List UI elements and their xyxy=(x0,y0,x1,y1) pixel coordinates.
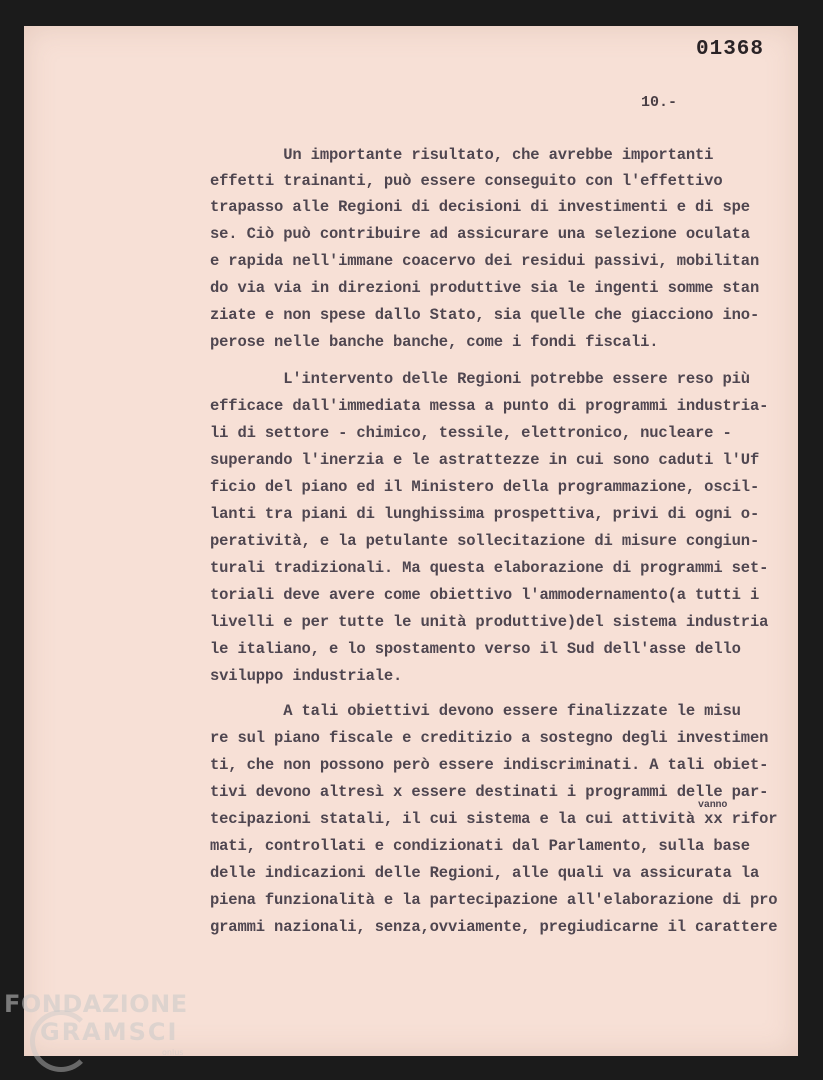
archive-watermark xyxy=(0,990,200,1080)
text-line: Un importante risultato, che avrebbe importanti xyxy=(210,146,714,164)
text-line: grammi nazionali, senza,ovviamente, pregiudicarne il carattere xyxy=(210,918,778,936)
text-line: livelli e per tutte le unità produttive)del sistema industria xyxy=(210,613,769,631)
text-line: effetti trainanti, può essere conseguito con l'effettivo xyxy=(210,172,723,190)
document-page xyxy=(24,26,798,1056)
text-line: delle indicazioni delle Regioni, alle quali va assicurata la xyxy=(210,864,760,882)
text-line: sviluppo industriale. xyxy=(210,667,403,685)
text-line: perose nelle banche banche, come i fondi fiscali. xyxy=(210,333,659,351)
text-line: re sul piano fiscale e creditizio a sostegno degli investimen xyxy=(210,729,769,747)
text-line: peratività, e la petulante sollecitazione di misure congiun- xyxy=(210,532,760,550)
archive-number: 01368 xyxy=(696,38,765,61)
text-line: se. Ciò può contribuire ad assicurare una selezione oculata xyxy=(210,225,750,243)
text-line: tivi devono altresì x essere destinati i programmi delle par- xyxy=(210,783,769,801)
text-line: le italiano, e lo spostamento verso il Sud dell'asse dello xyxy=(210,640,741,658)
text-line: L'intervento delle Regioni potrebbe essere reso più xyxy=(210,370,750,388)
watermark-line1: FONDAZIONE xyxy=(4,990,188,1018)
text-line: tecipazioni statali, il cui sistema e la cui attività xx rifor xyxy=(210,810,778,828)
interlinear-correction: vanno xyxy=(698,800,728,811)
text-line: superando l'inerzia e le astrattezze in cui sono caduti l'Uf xyxy=(210,451,760,469)
text-line: mati, controllati e condizionati dal Parlamento, sulla base xyxy=(210,837,750,855)
text-line: A tali obiettivi devono essere finalizzate le misu xyxy=(210,702,741,720)
text-line: do via via in direzioni produttive sia le ingenti somme stan xyxy=(210,279,760,297)
page-number: 10.- xyxy=(641,94,678,111)
watermark-sub: onlus xyxy=(162,1048,184,1057)
text-line: ziate e non spese dallo Stato, sia quelle che giacciono ino- xyxy=(210,306,760,324)
text-line: li di settore - chimico, tessile, elettronico, nucleare - xyxy=(210,424,732,442)
text-line: turali tradizionali. Ma questa elaborazione di programmi set- xyxy=(210,559,769,577)
text-line: toriali deve avere come obiettivo l'ammodernamento(a tutti i xyxy=(210,586,760,604)
watermark-line2: GRAMSCI xyxy=(40,1018,179,1046)
text-line: lanti tra piani di lunghissima prospettiva, privi di ogni o- xyxy=(210,505,760,523)
text-line: ti, che non possono però essere indiscriminati. A tali obiet- xyxy=(210,756,769,774)
text-line: piena funzionalità e la partecipazione all'elaborazione di pro xyxy=(210,891,778,909)
text-line: ficio del piano ed il Ministero della programmazione, oscil- xyxy=(210,478,760,496)
text-line: e rapida nell'immane coacervo dei residui passivi, mobilitan xyxy=(210,252,760,270)
text-line: efficace dall'immediata messa a punto di programmi industria- xyxy=(210,397,769,415)
text-line: trapasso alle Regioni di decisioni di investimenti e di spe xyxy=(210,198,750,216)
